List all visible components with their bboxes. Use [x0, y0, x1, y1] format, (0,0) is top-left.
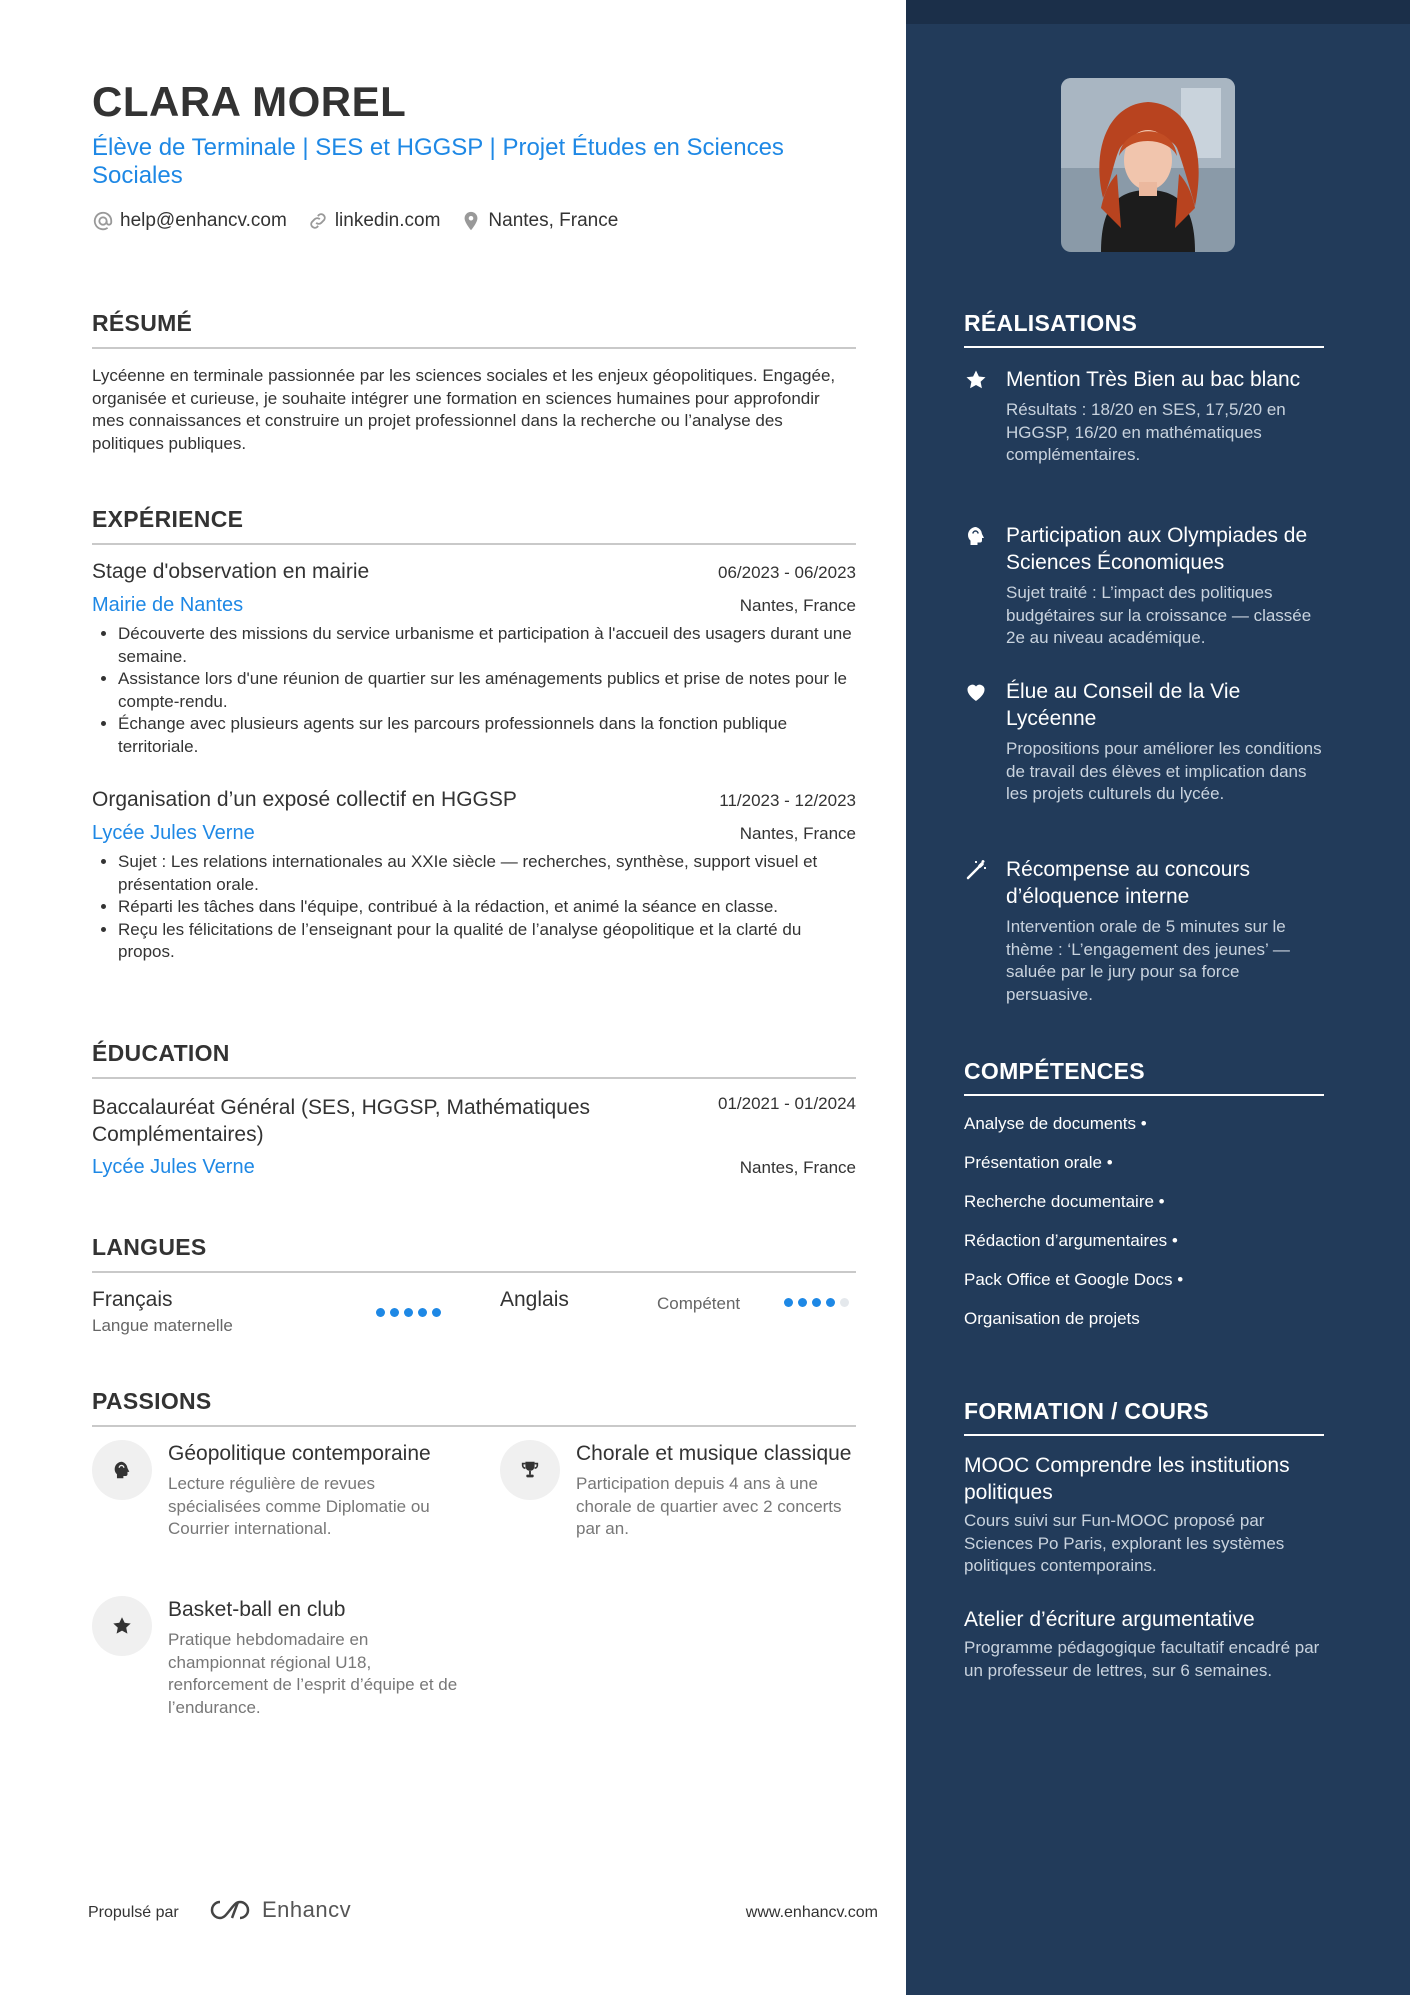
language-name: Anglais [500, 1288, 569, 1311]
summary-section [92, 310, 856, 455]
education-location: Nantes, France [739, 1158, 856, 1177]
skill-item: Rédaction d’argumentaires • [964, 1231, 1178, 1250]
rating-dot [784, 1298, 793, 1307]
rating-dot [418, 1308, 427, 1317]
job-dates: 06/2023 - 06/2023 [717, 563, 856, 582]
footer [88, 1896, 878, 1936]
achievement-item [964, 856, 1324, 1006]
powered-by-label: Propulsé par [88, 1904, 179, 1921]
passion-icon-circle [500, 1440, 560, 1500]
achievement-item [964, 678, 1324, 806]
rating-dot [826, 1298, 835, 1307]
passions-title: PASSIONS [92, 1388, 856, 1427]
summary-title: RÉSUMÉ [92, 310, 856, 349]
enhancv-logo-icon [206, 1896, 254, 1924]
language-note: Langue maternelle [92, 1316, 233, 1335]
experience-item [92, 560, 856, 758]
rating-dot [376, 1308, 385, 1317]
job-title: Organisation d’un exposé collectif en HGGSP [92, 788, 517, 811]
skills-list [964, 1114, 1324, 1328]
bullet-item: • Réparti les tâches dans l'équipe, contribué à la rédaction, et animé la séance en classe. [118, 896, 856, 919]
job-bullets [92, 623, 856, 758]
email-text: help@enhancv.com [120, 210, 287, 231]
languages-section [92, 1234, 856, 1273]
skills-title: COMPÉTENCES [964, 1058, 1324, 1096]
contact-bar [92, 210, 618, 232]
languages-title: LANGUES [92, 1234, 856, 1273]
bullet-item: • Échange avec plusieurs agents sur les parcours professionnels dans la fonction publique territoriale. [118, 713, 856, 758]
achievements-list [964, 366, 1324, 1004]
bullet-item: • Assistance lors d'une réunion de quartier sur les aménagements publics et prise de notes pour le compte-rendu. [118, 668, 856, 713]
achievement-desc: Résultats : 18/20 en SES, 17,5/20 en HGGSP, 16/20 en mathématiques complémentaires. [1006, 400, 1286, 464]
education-dates: 01/2021 - 01/2024 [717, 1094, 856, 1113]
rating-dot [404, 1308, 413, 1317]
achievement-item [964, 366, 1324, 467]
achievements-section [964, 310, 1324, 348]
achievements-title: RÉALISATIONS [964, 310, 1324, 348]
passion-title: Basket-ball en club [168, 1598, 346, 1621]
passion-desc: Participation depuis 4 ans à une chorale de quartier avec 2 concerts par an. [576, 1474, 842, 1538]
sidebar [906, 0, 1410, 1995]
course-title: Atelier d’écriture argumentative [964, 1608, 1255, 1631]
bullet-item: • Découverte des missions du service urbanisme et participation à l'accueil des usagers durant une semaine. [118, 623, 856, 668]
achievement-title: Élue au Conseil de la Vie Lycéenne [1006, 680, 1241, 730]
passions-section [92, 1388, 856, 1427]
star-icon [964, 368, 988, 392]
enhancv-logo-text: Enhancv [262, 1897, 352, 1922]
rating-dot [812, 1298, 821, 1307]
company-name: Lycée Jules Verne [92, 822, 255, 844]
education-item [92, 1094, 856, 1179]
achievement-desc: Propositions pour améliorer les conditions de travail des élèves et implication dans les projets culturels du lycée. [1006, 739, 1322, 803]
linkedin-text: linkedin.com [334, 210, 441, 231]
job-title: Stage d'observation en mairie [92, 560, 370, 583]
heart-icon [964, 680, 988, 704]
course-desc: Programme pédagogique facultatif encadré par un professeur de lettres, sur 6 semaines. [964, 1638, 1320, 1680]
enhancv-logo[interactable] [206, 1896, 351, 1924]
passion-title: Chorale et musique classique [576, 1442, 852, 1465]
sidebar-top-band [906, 0, 1410, 24]
skill-item: Analyse de documents • [964, 1114, 1147, 1133]
passion-item [500, 1440, 856, 1541]
candidate-name: CLARA MOREL [92, 78, 407, 125]
job-dates: 11/2023 - 12/2023 [719, 791, 856, 810]
course-item [964, 1606, 1324, 1682]
achievement-title: Récompense au concours d’éloquence interne [1006, 858, 1250, 908]
education-title: ÉDUCATION [92, 1040, 856, 1079]
trophy-icon [519, 1459, 541, 1481]
star-icon [111, 1615, 133, 1637]
skill-item: Présentation orale • [964, 1153, 1113, 1172]
courses-title: FORMATION / COURS [964, 1398, 1324, 1436]
experience-title: EXPÉRIENCE [92, 506, 856, 545]
brain-icon [964, 524, 988, 548]
contact-linkedin[interactable] [307, 210, 441, 232]
passion-desc: Pratique hebdomadaire en championnat régional U18, renforcement de l’esprit d’équipe et de l’endurance. [168, 1630, 458, 1717]
profile-photo [1061, 78, 1235, 252]
passion-icon-circle [92, 1596, 152, 1656]
bullet-item: • Sujet : Les relations internationales au XXIe siècle — recherches, synthèse, support visuel et présentation orale. [118, 851, 856, 896]
achievement-desc: Intervention orale de 5 minutes sur le thème : ‘L’engagement des jeunes’ — saluée par le jury pour sa force persuasive. [1006, 917, 1290, 1004]
skill-item: Recherche documentaire • [964, 1192, 1165, 1211]
languages-list [92, 1288, 856, 1344]
experience-item [92, 788, 856, 964]
skills-section [964, 1058, 1324, 1096]
contact-location [460, 210, 618, 232]
job-bullets [92, 851, 856, 964]
course-title: MOOC Comprendre les institutions politiques [964, 1454, 1290, 1504]
achievement-title: Participation aux Olympiades de Sciences Économiques [1006, 524, 1308, 574]
link-icon [307, 210, 329, 232]
skill-item: Organisation de projets [964, 1309, 1140, 1328]
map-pin-icon [460, 210, 482, 232]
school-name: Lycée Jules Verne [92, 1156, 255, 1178]
brain-icon [111, 1459, 133, 1481]
language-item [500, 1288, 569, 1312]
rating-dot [798, 1298, 807, 1307]
passion-desc: Lecture régulière de revues spécialisées comme Diplomatie ou Courrier international. [168, 1474, 430, 1538]
summary-text: Lycéenne en terminale passionnée par les sciences sociales et les enjeux géopolitiques. Engagée, organisée et curieuse, je souhaite intégrer une formation en sciences humaines pour approfondir mes connaissances et construire un projet professionnel dans la recherche ou l’analyse des politiques publiques. [92, 366, 836, 453]
location-text: Nantes, France [488, 210, 619, 231]
achievement-item [964, 522, 1324, 650]
company-name: Mairie de Nantes [92, 594, 244, 616]
passion-icon-circle [92, 1440, 152, 1500]
footer-website[interactable]: www.enhancv.com [745, 1904, 878, 1921]
language-item [92, 1288, 233, 1336]
rating-dot [390, 1308, 399, 1317]
at-icon [92, 210, 114, 232]
education-section [92, 1040, 856, 1079]
language-name: Français [92, 1288, 173, 1311]
skill-item: Pack Office et Google Docs • [964, 1270, 1184, 1289]
passion-item [92, 1596, 462, 1719]
passion-title: Géopolitique contemporaine [168, 1442, 431, 1465]
passion-item [92, 1440, 462, 1541]
language-rating [376, 1308, 441, 1317]
job-location: Nantes, France [739, 596, 856, 615]
rating-dot [840, 1298, 849, 1307]
job-location: Nantes, France [739, 824, 856, 843]
language-level: Compétent [657, 1294, 741, 1313]
courses-section [964, 1398, 1324, 1436]
headline: Élève de Terminale | SES et HGGSP | Projet Études en Sciences Sociales [92, 134, 784, 189]
course-item [964, 1452, 1324, 1578]
magic-wand-icon [964, 858, 988, 882]
rating-dot [432, 1308, 441, 1317]
experience-section [92, 506, 856, 545]
language-rating [784, 1298, 849, 1307]
contact-email[interactable] [92, 210, 287, 232]
achievement-title: Mention Très Bien au bac blanc [1006, 368, 1301, 391]
course-desc: Cours suivi sur Fun-MOOC proposé par Sciences Po Paris, explorant les systèmes politiques contemporains. [964, 1511, 1285, 1575]
degree-title: Baccalauréat Général (SES, HGGSP, Mathématiques Complémentaires) [92, 1096, 591, 1146]
bullet-item: • Reçu les félicitations de l’enseignant pour la qualité de l’analyse géopolitique et la clarté du propos. [118, 919, 856, 964]
achievement-desc: Sujet traité : L’impact des politiques budgétaires sur la croissance — classée 2e au niveau académique. [1006, 583, 1312, 647]
